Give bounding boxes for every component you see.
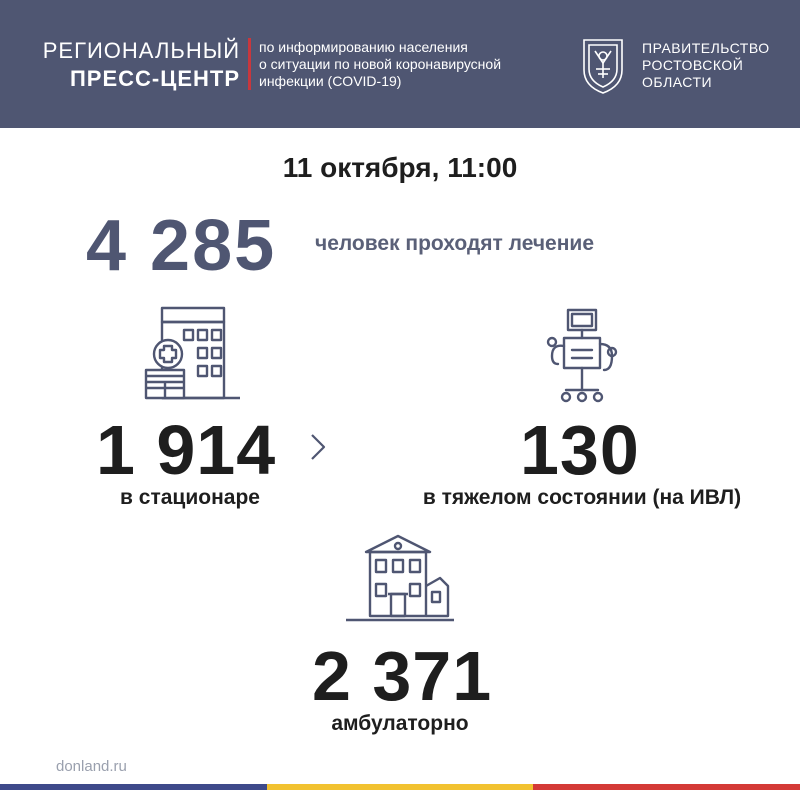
brand-description-line: о ситуации по новой коронавирусной — [259, 56, 502, 72]
hospital-count: 1 914 — [96, 411, 277, 489]
house-icon — [344, 534, 456, 624]
outpatient-count: 2 371 — [312, 637, 493, 715]
brand-title-line1: РЕГИОНАЛЬНЫЙ — [42, 38, 240, 63]
brand-divider — [248, 38, 251, 90]
flag-stripe — [0, 784, 800, 790]
website-link[interactable]: donland.ru — [56, 758, 127, 775]
header-banner — [0, 0, 800, 128]
brand-description-line: инфекции (COVID-19) — [259, 73, 402, 89]
stripe-red — [533, 784, 800, 790]
report-date: 11 октября, 11:00 — [282, 152, 518, 183]
ventilator-icon — [546, 308, 618, 404]
chevron-right-icon — [309, 432, 327, 462]
government-title-line: ОБЛАСТИ — [642, 74, 713, 90]
brand-description-line: по информированию населения — [259, 39, 468, 55]
brand-description — [259, 39, 559, 90]
brand-title-line2: ПРЕСС-ЦЕНТР — [69, 66, 240, 91]
stripe-yellow — [267, 784, 534, 790]
total-treatment-count: 4 285 — [86, 206, 277, 286]
total-treatment-label: человек проходят лечение — [315, 232, 595, 255]
stripe-blue — [0, 784, 267, 790]
ventilator-label: в тяжелом состоянии (на ИВЛ) — [422, 486, 742, 509]
outpatient-label: амбулаторно — [331, 712, 469, 735]
hospital-icon — [140, 306, 240, 402]
government-title — [642, 40, 770, 91]
government-title-line: ПРАВИТЕЛЬСТВО — [642, 40, 770, 56]
coat-of-arms-icon — [578, 36, 628, 96]
ventilator-count: 130 — [520, 411, 640, 489]
hospital-label: в стационаре — [120, 486, 260, 509]
government-title-line: РОСТОВСКОЙ — [642, 57, 744, 73]
